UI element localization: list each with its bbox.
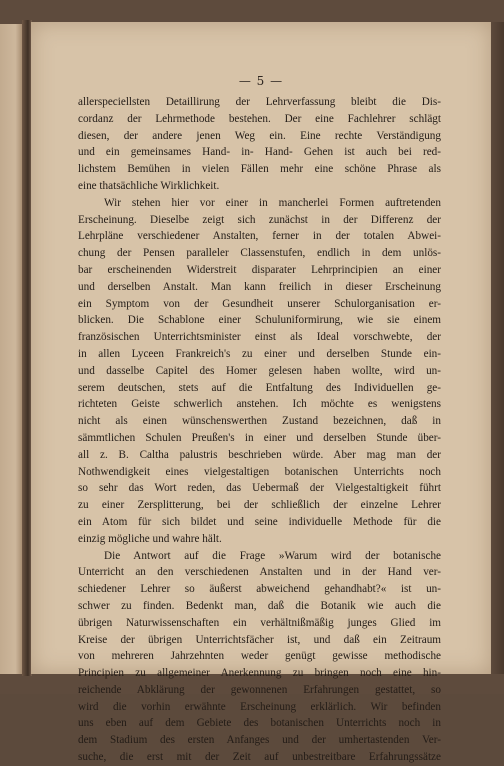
text-line: nicht als einen wünschenswerthen Zustand bezeichnen, daß in <box>78 415 441 428</box>
page-edge-shadow <box>490 22 504 674</box>
text-line: serem deutschen, stets auf die Entfaltung des Individuellen ge- <box>78 381 441 394</box>
text-line: sämmtlichen Schulen Preußen's in einer und derselben Stunde über- <box>78 431 441 444</box>
text-line: cordanz der Lehrmethode bestehen. Der eine Fachlehrer schlägt <box>78 112 441 125</box>
text-line: ein Symptom von der Gesundheit unserer Schulorganisation er- <box>78 297 441 310</box>
text-line: Die Antwort auf die Frage »Warum wird der botanische <box>104 549 441 562</box>
text-line: in allen Lyceen Frankreich's zu einer und derselben Stunde ein- <box>78 347 441 360</box>
text-line: lichstem Bemühen in vielen Fällen mehr eine schöne Phrase als <box>78 163 441 176</box>
text-line: suche, die erst mit der Zeit auf unbestreitbare Erfahrungssätze <box>78 751 441 764</box>
text-line: wird die vorhin erwähnte Erscheinung erklärlich. Wir befinden <box>78 700 441 713</box>
left-page-edge <box>0 24 22 674</box>
text-line: von mehreren Jahrzehnten weder genügt gewisse methodische <box>78 650 441 663</box>
text-line: und ein gemeinsames Hand- in- Hand- Gehen ist auch bei red- <box>78 146 441 159</box>
text-line: und derselben Anstalt. Man kann freilich in dieser Erscheinung <box>78 280 441 293</box>
text-line: einzig mögliche und wahre hält. <box>78 532 222 545</box>
text-line: dem Stadium des ersten Anfanges und der umhertastenden Ver- <box>78 734 441 747</box>
text-line: uns eben auf dem Gebiete des botanischen Unterrichts noch in <box>78 717 441 730</box>
text-line: schiedener Lehrer so äußerst abweichend gehandhabt?« ist un- <box>78 583 441 596</box>
text-line: blicken. Die Schablone einer Schuluniformirung, wie sie einem <box>78 314 441 327</box>
text-line: Principien zu allgemeiner Anerkennung zu bringen noch eine hin- <box>78 667 441 680</box>
body-text <box>78 94 441 766</box>
text-line: Nothwendigkeit eines vielgestaltigen botanischen Unterrichts noch <box>78 465 441 478</box>
text-line: französischen Unterrichtsminister einst als Ideal vorschwebte, der <box>78 331 441 344</box>
text-line: eine thatsächliche Wirklichkeit. <box>78 179 220 192</box>
text-line: ein Atom für sich bildet und seine individuelle Methode für die <box>78 515 441 528</box>
text-line: zu einer Zersplitterung, bei der schließlich der einzelne Lehrer <box>78 499 441 512</box>
text-line: Unterricht an den verschiedenen Anstalten und in der Hand ver- <box>78 566 441 579</box>
text-line: schwer zu finden. Bedenkt man, daß die Botanik wie auch die <box>78 599 441 612</box>
text-line: Wir stehen hier vor einer in mancherlei Formen auftretenden <box>104 196 441 209</box>
text-line: Lehrpläne verschiedener Anstalten, ferner in der totalen Abwei- <box>78 230 441 243</box>
text-line: all z. B. Caltha palustris beschrieben würde. Aber mag man der <box>78 448 441 461</box>
text-line: chung der Pensen paralleler Classenstufen, endlich in dem unlös- <box>78 247 441 260</box>
text-line: diesen, der andere jenen Weg ein. Eine rechte Verständigung <box>78 129 441 142</box>
text-line: richteten Geiste schwerlich anstehen. Ich möchte es wenigstens <box>78 398 441 411</box>
text-line: übrigen Naturwissenschaften ein verhältnißmäßig junges Glied im <box>78 616 441 629</box>
text-line: so sehr das Wort reden, das Uebermaß der Vielgestaltigkeit führt <box>78 482 441 495</box>
page-number: — 5 — <box>238 74 284 88</box>
text-line: Erscheinung. Dieselbe zeigt sich zunächst in der Differenz der <box>78 213 441 226</box>
text-line: Kreise der übrigen Unterrichtsfächer ist, und daß ein Zeitraum <box>78 633 441 646</box>
text-line: und dasselbe Capitel des Homer gelesen haben wollte, wird un- <box>78 364 441 377</box>
text-line: allerspeciellsten Detaillirung der Lehrverfassung bleibt die Dis- <box>78 96 441 108</box>
book-page <box>31 22 491 764</box>
text-line: bar erscheinenden Widerstreit disparater Lehrprincipien an einer <box>78 263 441 276</box>
text-line: reichende Abklärung der gewonnenen Erfahrungen gestattet, so <box>78 683 441 696</box>
